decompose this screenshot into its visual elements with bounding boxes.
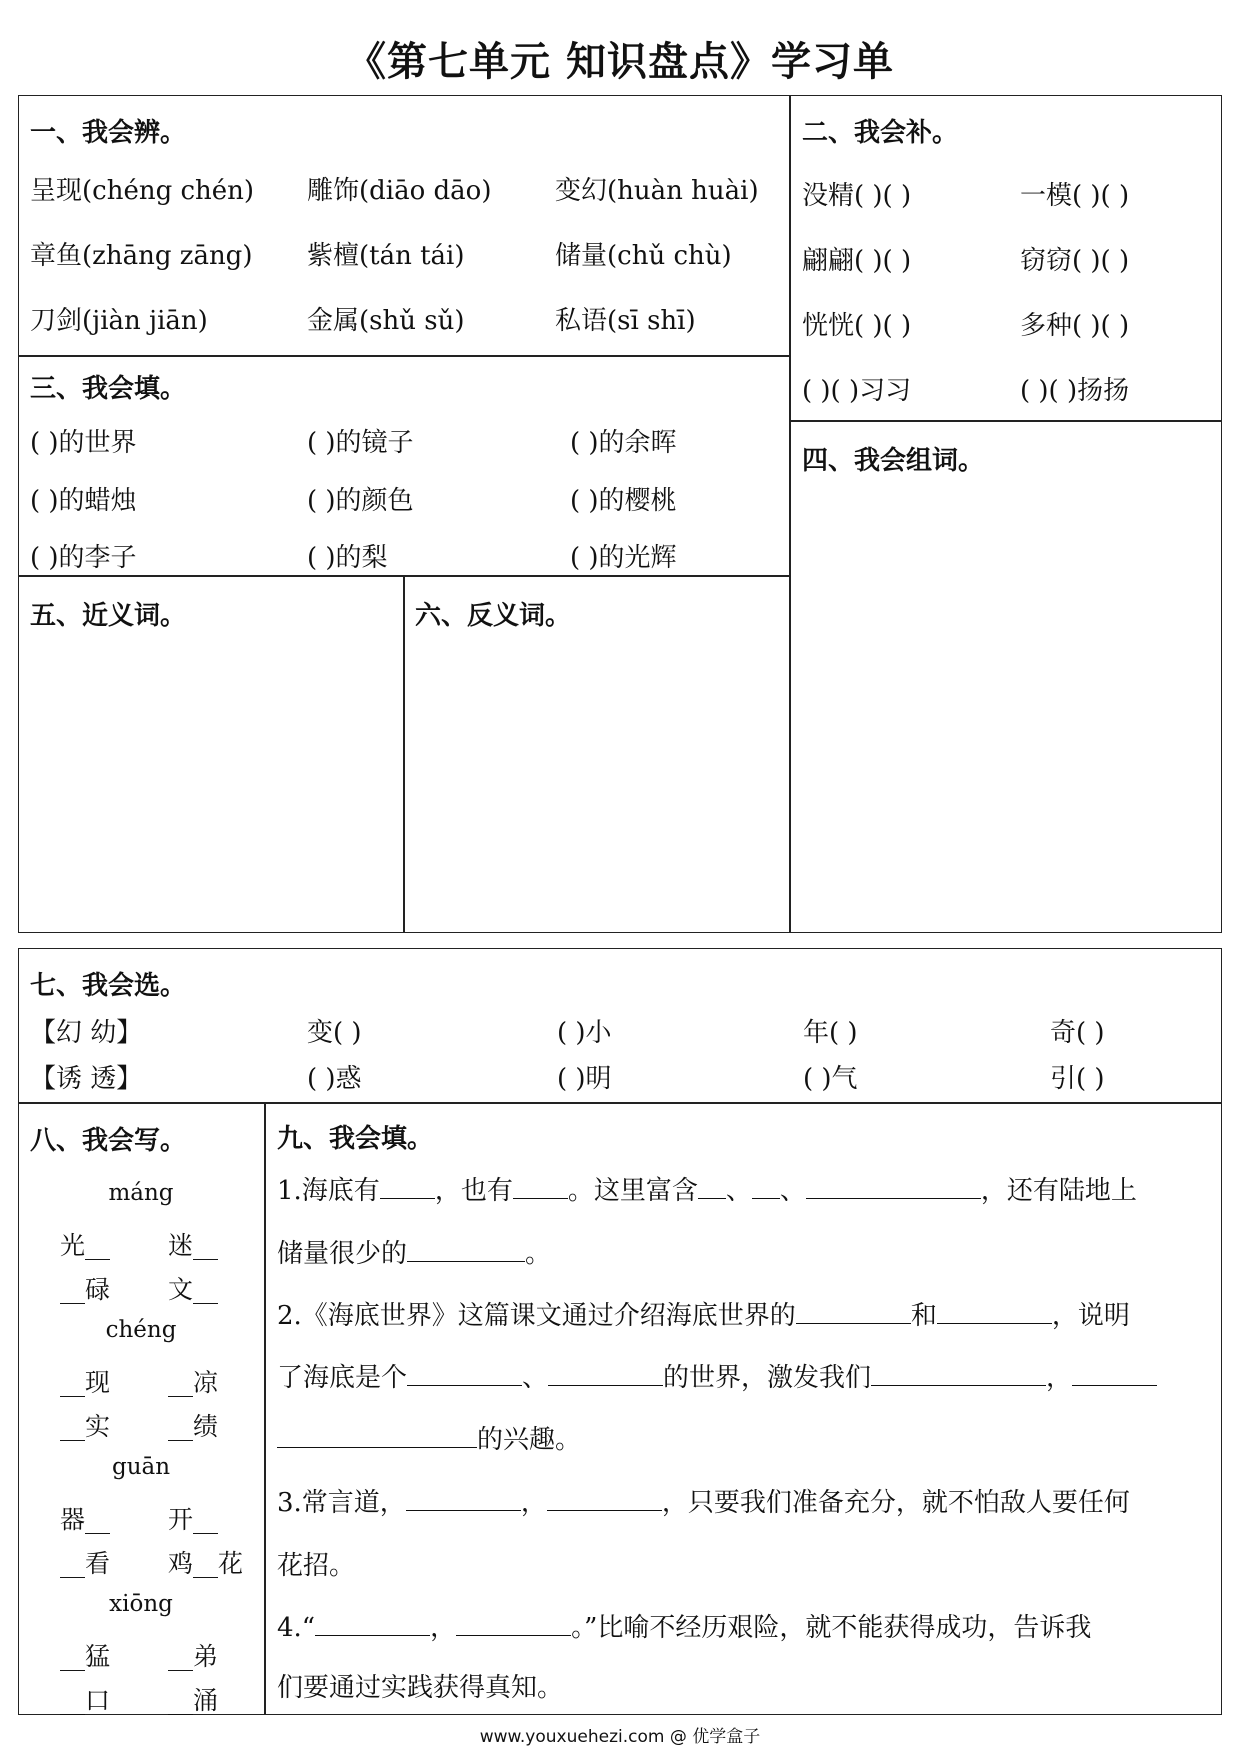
blank[interactable]: [871, 1363, 1046, 1386]
s3-item: ( )的余晖: [570, 428, 677, 458]
section-3-heading: 三、我会填。: [30, 374, 187, 404]
s8-word: 文__: [168, 1275, 219, 1304]
s8-word: __弟: [168, 1642, 219, 1671]
s9-q3-line1: [277, 1487, 1130, 1519]
section-8-heading: 八、我会写。: [30, 1126, 187, 1156]
s8-word: __现: [60, 1368, 111, 1397]
s7-item: ( )惑: [307, 1064, 362, 1094]
s9-text: 、: [779, 1176, 806, 1206]
section-4-heading: 四、我会组词。: [802, 446, 985, 476]
s2-item: 多种( )( ): [1020, 311, 1130, 341]
s7-item: 年( ): [803, 1018, 858, 1048]
blank[interactable]: [315, 1613, 430, 1636]
s1-item: 呈现(chéng chén): [30, 176, 255, 206]
section-5-heading: 五、近义词。: [30, 601, 187, 631]
s8-word: 迷__: [168, 1231, 219, 1260]
section-1-heading: 一、我会辨。: [30, 118, 187, 148]
blank[interactable]: [1072, 1363, 1157, 1386]
s3-item: ( )的樱桃: [570, 486, 677, 516]
blank[interactable]: [513, 1176, 568, 1199]
blank[interactable]: [547, 1488, 662, 1511]
s9-text: 3.常言道，: [277, 1488, 406, 1518]
s7-item: 引( ): [1050, 1064, 1105, 1094]
s2-item: 窃窃( )( ): [1020, 246, 1130, 276]
s9-text: ，: [520, 1488, 547, 1518]
s2-item: 恍恍( )( ): [802, 311, 912, 341]
s9-text: 。: [525, 1239, 552, 1269]
s9-text: ，: [1046, 1363, 1073, 1393]
s8-pinyin: máng: [108, 1180, 174, 1206]
s2-item: ( )( )扬扬: [1020, 376, 1130, 406]
page-title: 《第七单元 知识盘点》学习单: [346, 39, 894, 85]
s8-word: 器__: [60, 1505, 111, 1534]
s7-item: ( )明: [557, 1064, 612, 1094]
s2-item: 翩翩( )( ): [802, 246, 912, 276]
s1-item: 金属(shǔ sǔ): [307, 306, 465, 336]
blank[interactable]: [407, 1239, 525, 1262]
blank[interactable]: [698, 1176, 726, 1199]
s8-word: __口: [60, 1686, 111, 1715]
s3-item: ( )的世界: [30, 428, 137, 458]
section-7-box: [18, 948, 1222, 1104]
s9-text: ，说明: [1051, 1301, 1130, 1331]
s9-q3-line2: [277, 1550, 355, 1582]
s9-text: 们要通过实践获得真知。: [277, 1673, 564, 1703]
s9-text: 储量很少的: [277, 1239, 408, 1269]
s8-pinyin: xiōng: [109, 1591, 173, 1617]
blank[interactable]: [548, 1363, 663, 1386]
s8-word: __实: [60, 1412, 111, 1441]
s9-text: 。这里富含: [567, 1176, 698, 1206]
s9-text: 。”比喻不经历艰险，就不能获得成功，告诉我: [571, 1613, 1092, 1643]
blank[interactable]: [806, 1176, 981, 1199]
s8-word: 鸡__花: [168, 1549, 244, 1578]
s9-q2-line2: [277, 1362, 1157, 1394]
s9-text: 、: [522, 1363, 549, 1393]
s9-text: ，只要我们准备充分，就不怕敌人要任何: [661, 1488, 1130, 1518]
s8-word: __凉: [168, 1368, 219, 1397]
s7-item: ( )小: [557, 1018, 612, 1048]
s9-text: 的世界，激发我们: [663, 1363, 872, 1393]
s8-word: __猛: [60, 1642, 111, 1671]
s9-text: 、: [725, 1176, 752, 1206]
s7-item: 奇( ): [1050, 1018, 1105, 1048]
blank[interactable]: [752, 1176, 780, 1199]
s7-item: ( )气: [803, 1064, 858, 1094]
s2-item: ( )( )习习: [802, 376, 912, 406]
s1-item: 刀剑(jiàn jiān): [30, 306, 208, 336]
s7-item: 变( ): [307, 1018, 362, 1048]
s9-text: 和: [910, 1301, 937, 1331]
s9-text: 1.海底有: [277, 1176, 380, 1206]
blank[interactable]: [406, 1488, 521, 1511]
s2-item: 一模( )( ): [1020, 181, 1130, 211]
blank[interactable]: [937, 1301, 1052, 1324]
blank[interactable]: [407, 1363, 522, 1386]
s9-text: 了海底是个: [277, 1363, 408, 1393]
s3-item: ( )的镜子: [307, 428, 414, 458]
s8-pinyin: chéng: [105, 1317, 177, 1343]
s3-item: ( )的光辉: [570, 543, 677, 573]
section-9-heading: 九、我会填。: [277, 1124, 434, 1154]
s9-q2-line1: [277, 1300, 1130, 1332]
blank[interactable]: [456, 1613, 571, 1636]
blank[interactable]: [796, 1301, 911, 1324]
s9-q1-line2: [277, 1238, 551, 1270]
s1-item: 私语(sī shī): [555, 306, 696, 336]
section-2-heading: 二、我会补。: [802, 118, 959, 148]
s3-item: ( )的蜡烛: [30, 486, 137, 516]
s9-text: ，也有: [434, 1176, 513, 1206]
s2-item: 没精( )( ): [802, 181, 912, 211]
s9-text: 的兴趣。: [477, 1425, 582, 1455]
section-7-heading: 七、我会选。: [30, 971, 187, 1001]
s8-word: __涌: [168, 1686, 219, 1715]
section-6-heading: 六、反义词。: [415, 601, 572, 631]
s8-word: __看: [60, 1549, 111, 1578]
s8-word: __碌: [60, 1275, 111, 1304]
s1-item: 紫檀(tán tái): [307, 241, 465, 271]
s8-word: __绩: [168, 1412, 219, 1441]
blank[interactable]: [277, 1425, 477, 1448]
s7-row1-label: 【幻 幼】: [30, 1018, 143, 1048]
s9-q4-line1: [277, 1612, 1091, 1644]
section-4-box: [789, 420, 1222, 933]
s3-item: ( )的颜色: [307, 486, 414, 516]
s8-word: 光__: [60, 1231, 111, 1260]
footer-watermark: www.youxuehezi.com @ 优学盒子: [479, 1727, 761, 1747]
s3-item: ( )的梨: [307, 543, 388, 573]
s9-text: 4.“: [277, 1613, 316, 1643]
s1-item: 雕饰(diāo dāo): [307, 176, 492, 206]
s1-item: 储量(chǔ chù): [555, 241, 732, 271]
s7-row2-label: 【诱 透】: [30, 1064, 143, 1094]
s9-q1-line1: [277, 1175, 1137, 1207]
blank[interactable]: [380, 1176, 435, 1199]
s1-item: 变幻(huàn huài): [555, 176, 759, 206]
s8-word: 开__: [168, 1505, 219, 1534]
s9-text: ，还有陆地上: [980, 1176, 1137, 1206]
s9-q4-line2: [277, 1672, 563, 1704]
s9-text: 2.《海底世界》这篇课文通过介绍海底世界的: [277, 1301, 796, 1331]
s1-item: 章鱼(zhāng zāng): [30, 241, 253, 271]
s9-q2-line3: [277, 1424, 581, 1456]
s9-text: ，: [430, 1613, 457, 1643]
s8-pinyin: guān: [111, 1454, 171, 1480]
s3-item: ( )的李子: [30, 543, 137, 573]
s9-text: 花招。: [277, 1551, 356, 1581]
